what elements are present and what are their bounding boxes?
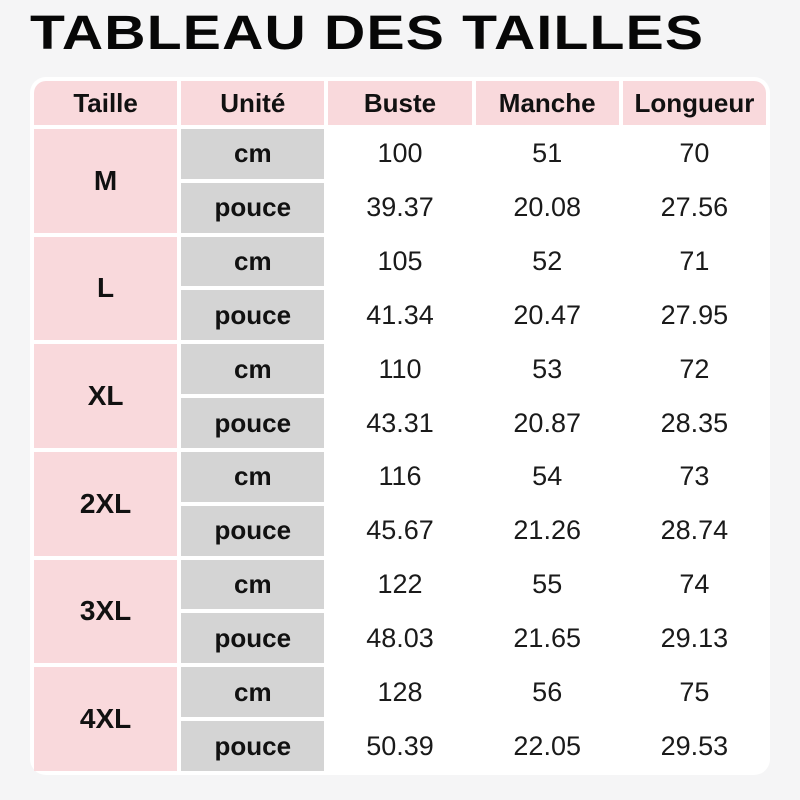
size-cell-xl: XL xyxy=(34,344,177,448)
value-cell-m-pouce-manche: 20.08 xyxy=(513,192,581,223)
value-cell-4xl-pouce-buste: 50.39 xyxy=(366,730,434,761)
value-cell-2xl-pouce-buste: 45.67 xyxy=(366,515,434,546)
value-cell-xl-pouce-buste: 43.31 xyxy=(366,407,434,438)
unit-cell-pouce: pouce xyxy=(181,183,324,233)
value-cell-m-pouce-longueur: 27.56 xyxy=(660,192,729,223)
unit-cell-cm: cm xyxy=(181,667,324,717)
size-cell-4xl: 4XL xyxy=(34,667,177,771)
size-chart-table xyxy=(34,81,766,771)
value-cell-l-cm-buste: 105 xyxy=(377,246,423,277)
value-cell-4xl-cm-buste: 128 xyxy=(377,676,423,707)
value-cell-m-cm-buste: 100 xyxy=(377,138,423,169)
value-cell-xl-cm-manche: 53 xyxy=(532,353,563,384)
value-cell-2xl-pouce-manche: 21.26 xyxy=(513,515,581,546)
value-cell-3xl-cm-manche: 55 xyxy=(532,569,563,600)
size-cell-l: L xyxy=(34,237,177,341)
value-cell-l-pouce-buste: 41.34 xyxy=(366,299,434,330)
value-cell-l-pouce-manche: 20.47 xyxy=(513,299,581,330)
header-cell-unite: Unité xyxy=(181,81,324,125)
size-cell-3xl: 3XL xyxy=(34,560,177,664)
value-cell-2xl-cm-manche: 54 xyxy=(532,461,563,492)
value-cell-l-cm-longueur: 71 xyxy=(679,246,710,277)
value-cell-4xl-cm-longueur: 75 xyxy=(679,676,710,707)
unit-cell-pouce: pouce xyxy=(181,506,324,556)
size-cell-m: M xyxy=(34,129,177,233)
header-cell-taille: Taille xyxy=(34,81,177,125)
unit-cell-pouce: pouce xyxy=(181,398,324,448)
unit-cell-cm: cm xyxy=(181,129,324,179)
header-cell-manche: Manche xyxy=(476,81,619,125)
value-cell-4xl-pouce-manche: 22.05 xyxy=(513,730,581,761)
value-cell-3xl-pouce-longueur: 29.13 xyxy=(660,622,729,653)
value-cell-xl-pouce-manche: 20.87 xyxy=(513,407,581,438)
unit-cell-pouce: pouce xyxy=(181,290,324,340)
value-cell-xl-cm-buste: 110 xyxy=(378,353,422,384)
value-cell-xl-pouce-longueur: 28.35 xyxy=(660,407,729,438)
value-cell-l-cm-manche: 52 xyxy=(532,246,563,277)
value-cell-2xl-cm-longueur: 73 xyxy=(679,461,710,492)
unit-cell-cm: cm xyxy=(181,344,324,394)
size-chart-card xyxy=(30,77,770,775)
value-cell-3xl-cm-buste: 122 xyxy=(377,569,423,600)
value-cell-2xl-pouce-longueur: 28.74 xyxy=(660,515,729,546)
size-cell-2xl: 2XL xyxy=(34,452,177,556)
value-cell-3xl-pouce-buste: 48.03 xyxy=(366,622,434,653)
header-cell-buste: Buste xyxy=(328,81,471,125)
value-cell-4xl-pouce-longueur: 29.53 xyxy=(660,730,729,761)
value-cell-4xl-cm-manche: 56 xyxy=(532,676,563,707)
unit-cell-cm: cm xyxy=(181,452,324,502)
unit-cell-cm: cm xyxy=(181,560,324,610)
header-cell-longueur: Longueur xyxy=(623,81,766,125)
value-cell-2xl-cm-buste: 116 xyxy=(378,461,422,492)
value-cell-m-pouce-buste: 39.37 xyxy=(366,192,434,223)
value-cell-3xl-pouce-manche: 21.65 xyxy=(513,622,581,653)
unit-cell-pouce: pouce xyxy=(181,721,324,771)
value-cell-m-cm-longueur: 70 xyxy=(679,138,710,169)
value-cell-xl-cm-longueur: 72 xyxy=(679,353,710,384)
value-cell-3xl-cm-longueur: 74 xyxy=(679,569,710,600)
unit-cell-cm: cm xyxy=(181,237,324,287)
page-title: TABLEAU DES TAILLES xyxy=(30,7,705,60)
unit-cell-pouce: pouce xyxy=(181,613,324,663)
value-cell-m-cm-manche: 51 xyxy=(532,138,563,169)
value-cell-l-pouce-longueur: 27.95 xyxy=(660,299,729,330)
